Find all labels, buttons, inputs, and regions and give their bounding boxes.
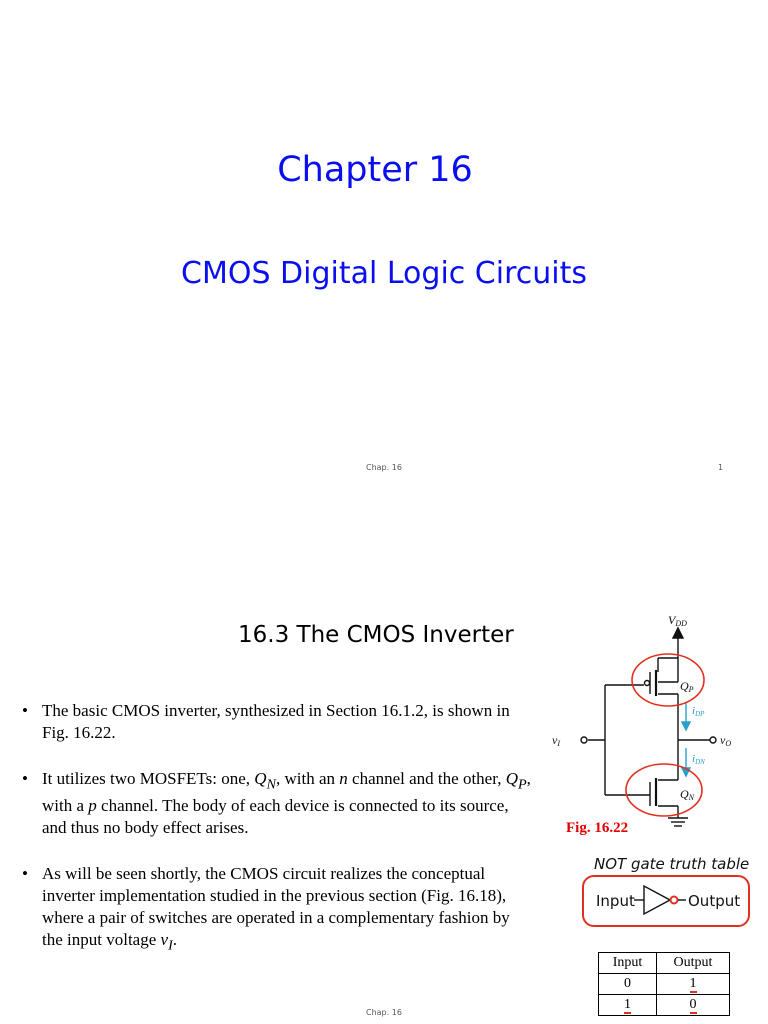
bullet-icon: • [22, 769, 28, 788]
chapter-subtitle: CMOS Digital Logic Circuits [181, 256, 587, 291]
bullet-text: channel. The body of each device is connected to its source, and thus no body effect arises. [42, 796, 509, 838]
not-gate-icon [632, 882, 688, 918]
chapter-title: Chapter 16 [277, 150, 473, 190]
nmos-highlight [626, 764, 702, 816]
qp-label: QP [680, 679, 694, 694]
bullet-item [22, 768, 532, 839]
symbol-q: Q [505, 769, 518, 788]
vdd-label: VDD [668, 613, 687, 628]
symbol-output-label: Output [688, 892, 741, 910]
symbol-sub: P [518, 776, 527, 793]
symbol-v: v [160, 930, 169, 950]
truth-table-title: NOT gate truth table [594, 855, 750, 873]
bullet-text: channel and the other, [347, 769, 506, 788]
truth-table [598, 952, 730, 1016]
vdd-arrow-icon [673, 628, 683, 638]
symbol-n: n [339, 769, 348, 788]
idp-label: iDP [692, 705, 705, 718]
symbol-p: p [88, 796, 97, 816]
bullet-list [22, 700, 532, 981]
cell-output: 1 [657, 974, 730, 995]
symbol-q: Q [254, 769, 267, 788]
bullet-item [22, 863, 532, 956]
vi-label: vI [552, 733, 560, 748]
header-output: Output [657, 953, 730, 974]
table-header-row [599, 953, 730, 974]
footer-chapter: Chap. 16 [366, 463, 402, 472]
idn-label: iDN [692, 753, 705, 766]
pmos-highlight [632, 654, 704, 706]
symbol-sub: N [266, 776, 276, 793]
page-number: 1 [718, 463, 724, 472]
bullet-text: , with an [276, 769, 340, 788]
bullet-text: . [172, 930, 178, 950]
table-row [599, 995, 730, 1016]
header-input: Input [599, 953, 657, 974]
cmos-inverter-schematic [540, 610, 768, 830]
output-node [710, 737, 716, 743]
bullet-text: It utilizes two MOSFETs: one, [42, 769, 255, 788]
bullet-text: The basic CMOS inverter, synthesized in Section 16.1.2, is shown in Fig. 16.22. [42, 701, 510, 742]
input-node [581, 737, 587, 743]
symbol-input-label: Input [596, 892, 635, 910]
figure-caption: Fig. 16.22 [566, 820, 629, 836]
cell-input: 0 [599, 974, 657, 995]
footer-chapter-2: Chap. 16 [366, 1008, 402, 1017]
bullet-icon: • [22, 864, 28, 884]
symbol-sub: I [168, 937, 173, 954]
bullet-item [22, 700, 532, 744]
qn-label: QN [680, 787, 695, 802]
bullet-text: As will be seen shortly, the CMOS circuit realizes the conceptual inverter implementation studied in the previous section (Fig. 16.18), where a pair of switches are operated in a complementary fashion by the input voltage [42, 864, 510, 950]
table-row [599, 974, 730, 995]
cell-input: 1 [599, 995, 657, 1016]
cell-output: 0 [657, 995, 730, 1016]
vo-label: vO [720, 733, 732, 748]
bullet-text: , with a [42, 769, 531, 816]
bullet-icon: • [22, 701, 28, 720]
section-title: 16.3 The CMOS Inverter [238, 622, 514, 648]
